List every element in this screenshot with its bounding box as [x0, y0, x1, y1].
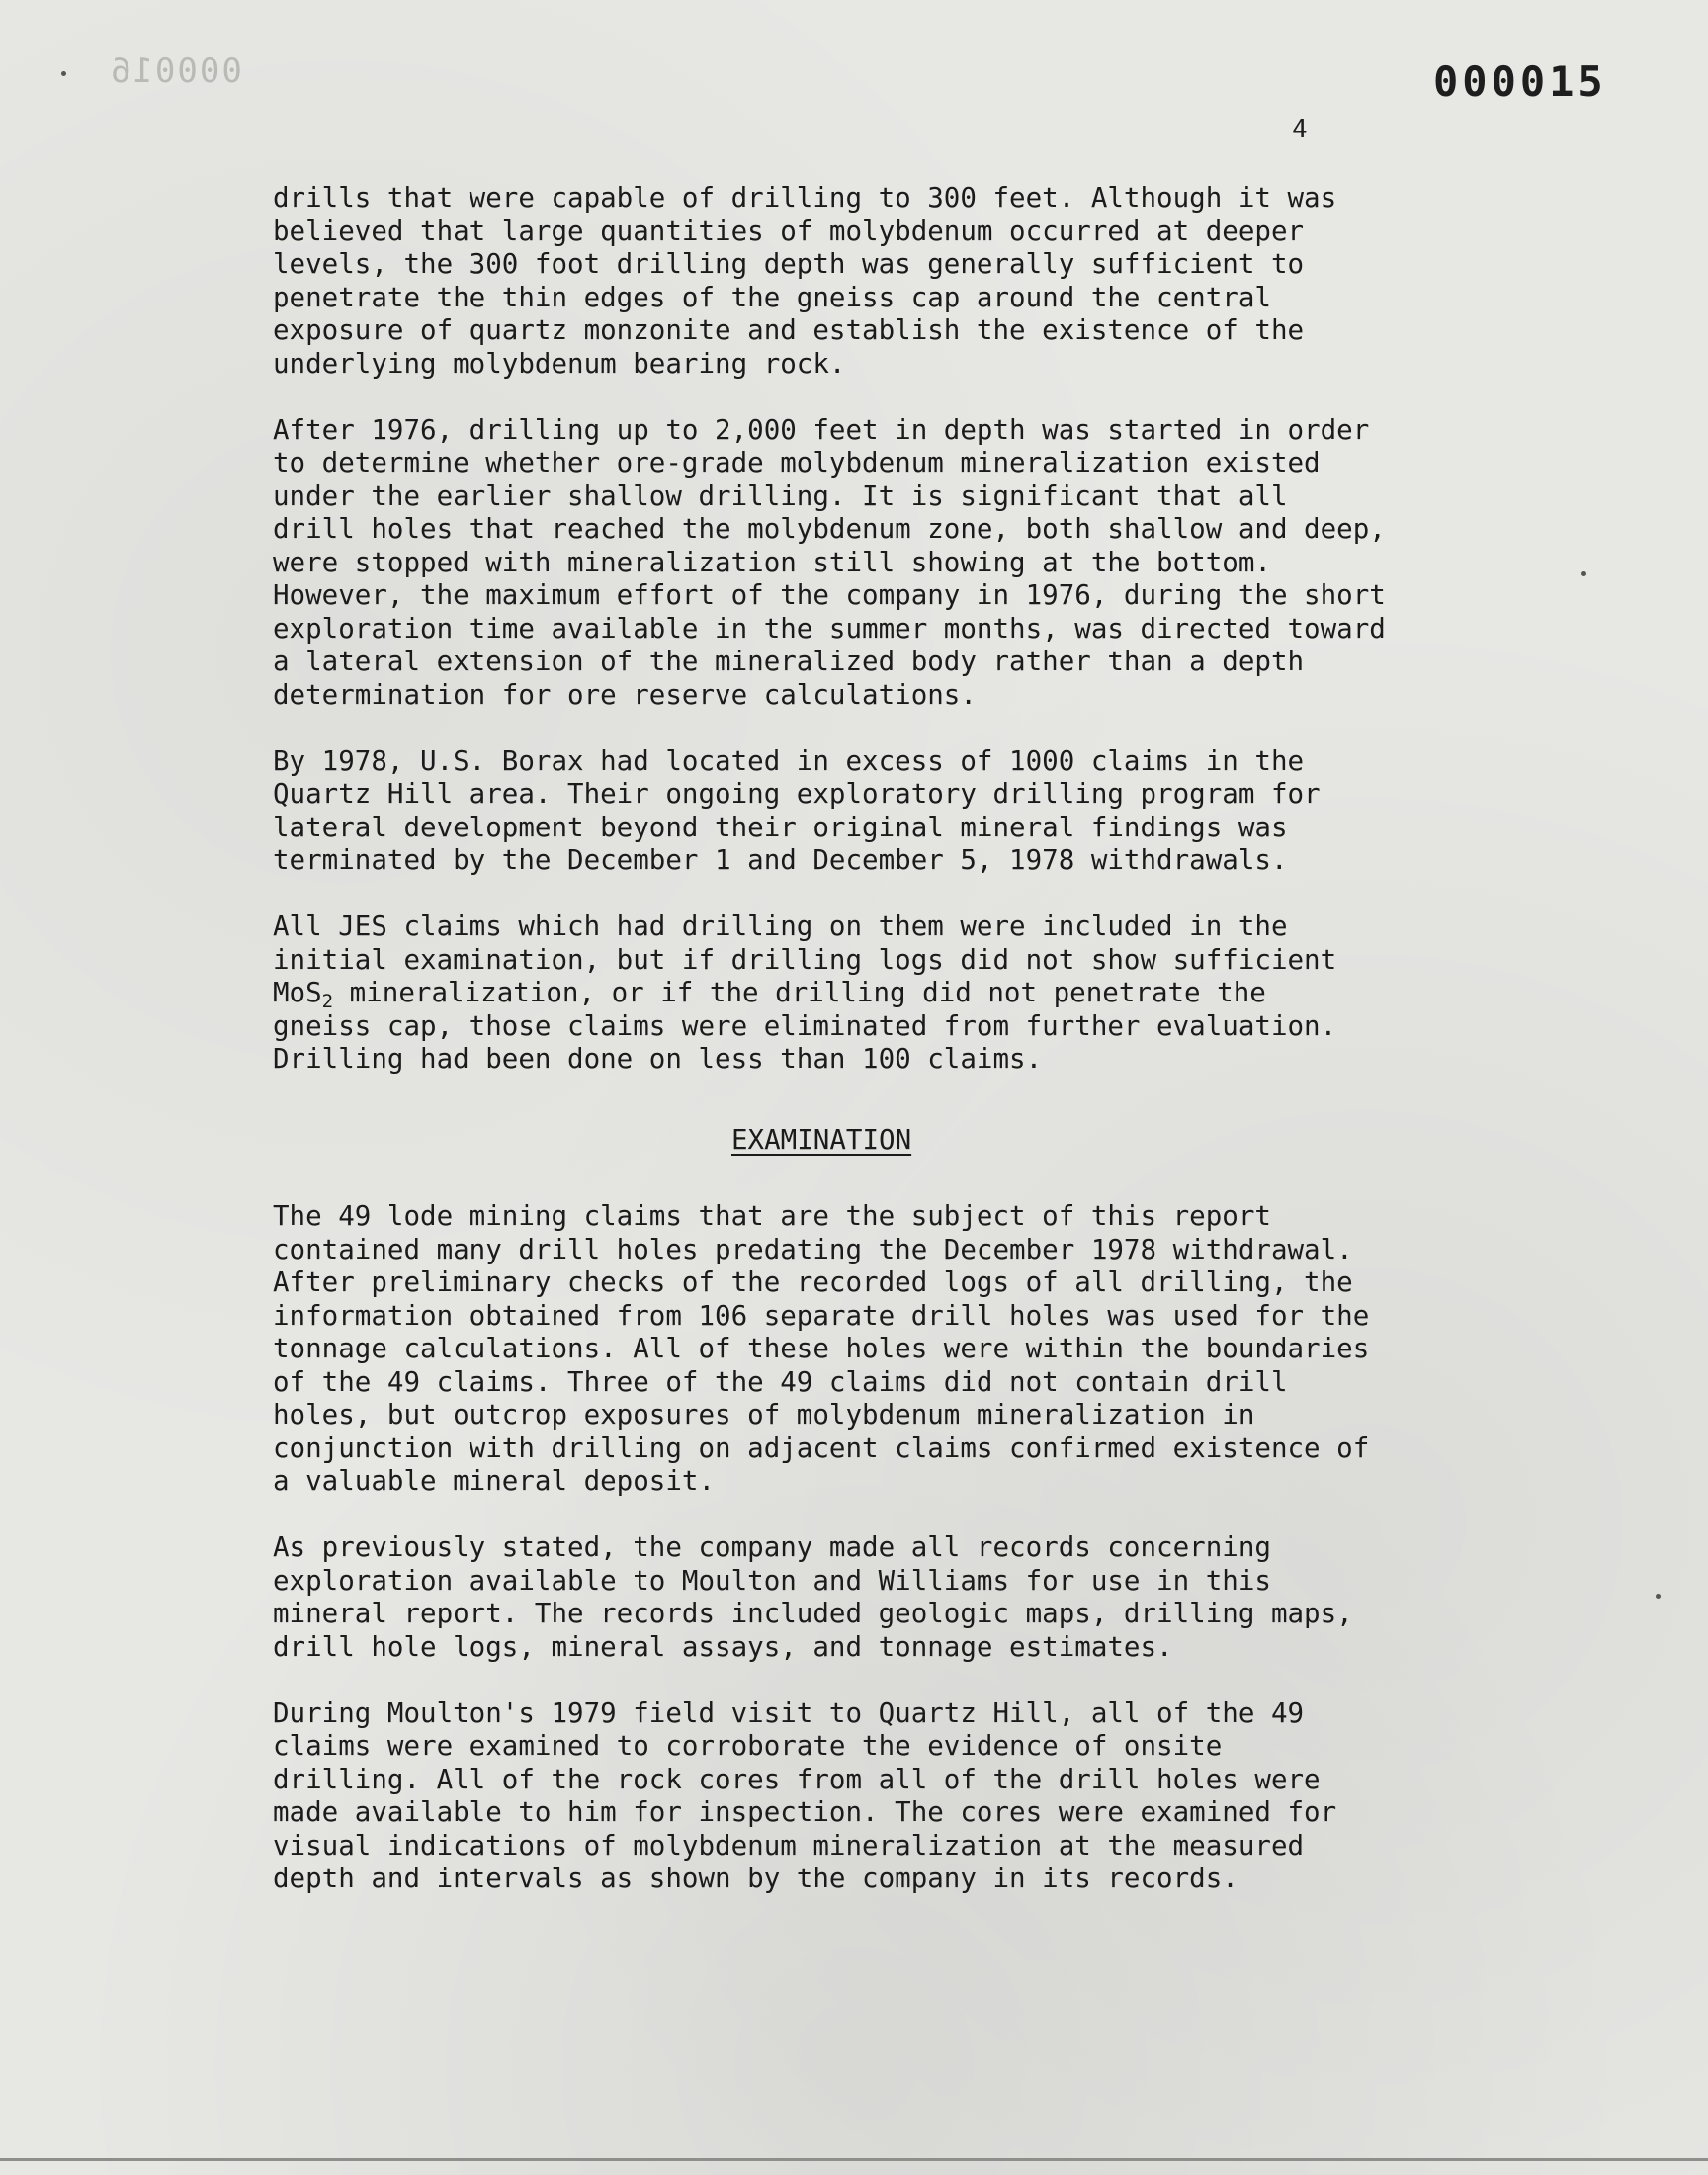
paragraph-1: drills that were capable of drilling to 300 feet. Although it was believed that large quantities of molybdenum occurred at deeper levels, the 300 foot drilling depth was generally sufficient to penetrate the thin edges of the gneiss cap around the central exposure of quartz monzonite and establish the existence of the underlying molybdenum bearing rock. [273, 182, 1337, 380]
paragraph-4-part-2: mineralization, or if the drilling did not penetrate the gneiss cap, those claims were eliminated from further evaluation. Drilling had been done on less than 100 claims. [273, 977, 1337, 1075]
paragraph-4 [273, 911, 1439, 1077]
mos2-formula [273, 977, 334, 1012]
paragraph-4-part-1: All JES claims which had drilling on them were included in the initial examination, but if drilling logs did not show sufficient [273, 911, 1337, 976]
document-number: 000015 [1433, 57, 1607, 106]
scan-speck [1656, 1594, 1661, 1599]
page-number: 4 [1292, 115, 1308, 144]
page-bottom-edge [0, 2158, 1708, 2161]
mos2-base: MoS [273, 977, 322, 1008]
scan-speck [1581, 571, 1586, 576]
paragraph-2: After 1976, drilling up to 2,000 feet in depth was started in order to determine whether ore-grade molybdenum mineralization existed under the earlier shallow drilling. It is significant that all drill holes that reached the molybdenum zone, both shallow and deep, were stopped with mineralization still showing at the bottom. However, the maximum effort of the company in 1976, during the short exploration time available in the summer months, was directed toward a lateral extension of the mineralized body rather than a depth determination for ore reserve calculations. [273, 413, 1386, 711]
paragraph-6: As previously stated, the company made all records concerning exploration available to Moulton and Williams for use in this mineral report. The records included geologic maps, drilling maps, drill hole logs, mineral assays, and tonnage estimates. [273, 1531, 1353, 1663]
paragraph-5: The 49 lode mining claims that are the subject of this report contained many drill holes predating the December 1978 withdrawal. After preliminary checks of the recorded logs of all drilling, the information obtained from 106 separate drill holes was used for the tonnage calculations. All of these holes were within the boundaries of the 49 claims. Three of the 49 claims did not contain drill holes, but outcrop exposures of molybdenum mineralization in conjunction with drilling on adjacent claims confirmed existence of a valuable mineral deposit. [273, 1200, 1370, 1497]
paragraph-7: During Moulton's 1979 field visit to Quartz Hill, all of the 49 claims were examined to corroborate the evidence of onsite drilling. All of the rock cores from all of the drill holes were made available to him for inspection. The cores were examined for visual indications of molybdenum mineralization at the measured depth and intervals as shown by the company in its records. [273, 1696, 1337, 1894]
body-text [273, 182, 1439, 1929]
mos2-subscript: 2 [321, 991, 334, 1012]
scan-speck [61, 71, 66, 76]
paragraph-3: By 1978, U.S. Borax had located in excess of 1000 claims in the Quartz Hill area. Their ongoing exploratory drilling program for lateral development beyond their original mineral findings was terminated by the December 1 and December 5, 1978 withdrawals. [273, 744, 1321, 876]
section-heading: EXAMINATION [731, 1123, 912, 1156]
faint-stamp: 000016 [109, 51, 242, 91]
